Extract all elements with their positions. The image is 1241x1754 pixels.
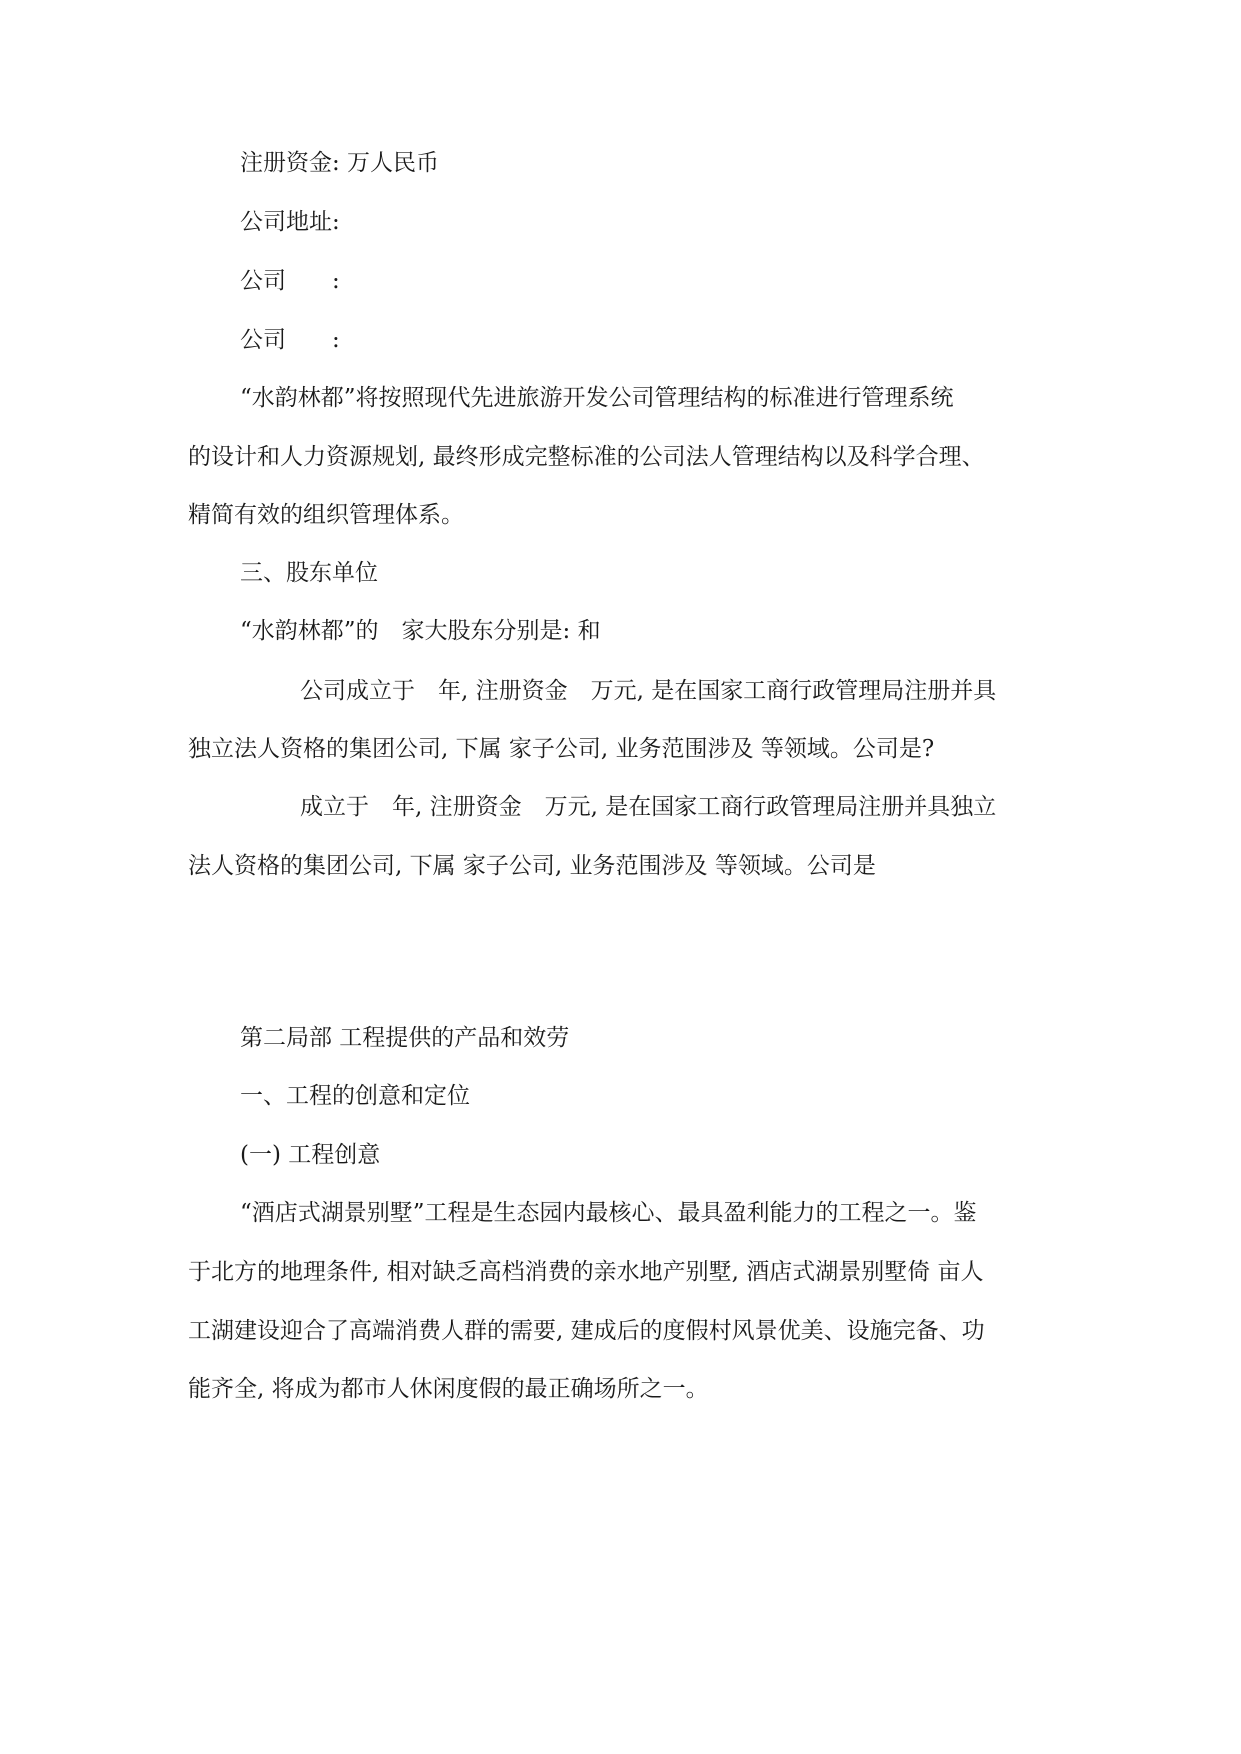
- paragraph-line: 独立法人资格的集团公司, 下属 家子公司, 业务范围涉及 等领域。公司是?: [188, 736, 935, 762]
- paragraph-line: 精简有效的组织管理体系。: [188, 502, 464, 528]
- paragraph-line: “水韵林都”将按照现代先进旅游开发公司管理结构的标准进行管理系统: [240, 385, 954, 411]
- paragraph-line: 工湖建设迎合了高端消费人群的需要, 建成后的度假村风景优美、设施完备、功: [188, 1318, 985, 1344]
- company-field-line: 公司 :: [240, 268, 340, 294]
- paragraph-line: “水韵林都”的 家大股东分别是: 和: [240, 618, 601, 644]
- paragraph-line: 于北方的地理条件, 相对缺乏高档消费的亲水地产别墅, 酒店式湖景别墅倚 亩人: [188, 1259, 984, 1285]
- section-heading: 一、工程的创意和定位: [240, 1083, 470, 1109]
- company-field-line: 公司 :: [240, 327, 340, 353]
- paragraph-line: 能齐全, 将成为都市人休闲度假的最正确场所之一。: [188, 1376, 709, 1402]
- paragraph-line: 法人资格的集团公司, 下属 家子公司, 业务范围涉及 等领域。公司是: [188, 853, 876, 879]
- section-heading: 三、股东单位: [240, 560, 378, 586]
- part-heading: 第二局部 工程提供的产品和效劳: [240, 1025, 570, 1051]
- company-address-line: 公司地址:: [240, 209, 340, 235]
- paragraph-line: 的设计和人力资源规划, 最终形成完整标准的公司法人管理结构以及科学合理、: [188, 444, 985, 470]
- paragraph-line: 成立于 年, 注册资金 万元, 是在国家工商行政管理局注册并具独立: [300, 794, 997, 820]
- subsection-heading: (一) 工程创意: [240, 1142, 381, 1168]
- registered-capital-line: 注册资金: 万人民币: [240, 150, 440, 176]
- paragraph-line: 公司成立于 年, 注册资金 万元, 是在国家工商行政管理局注册并具: [300, 678, 997, 704]
- paragraph-line: “酒店式湖景别墅”工程是生态园内最核心、最具盈利能力的工程之一。鉴: [240, 1200, 977, 1226]
